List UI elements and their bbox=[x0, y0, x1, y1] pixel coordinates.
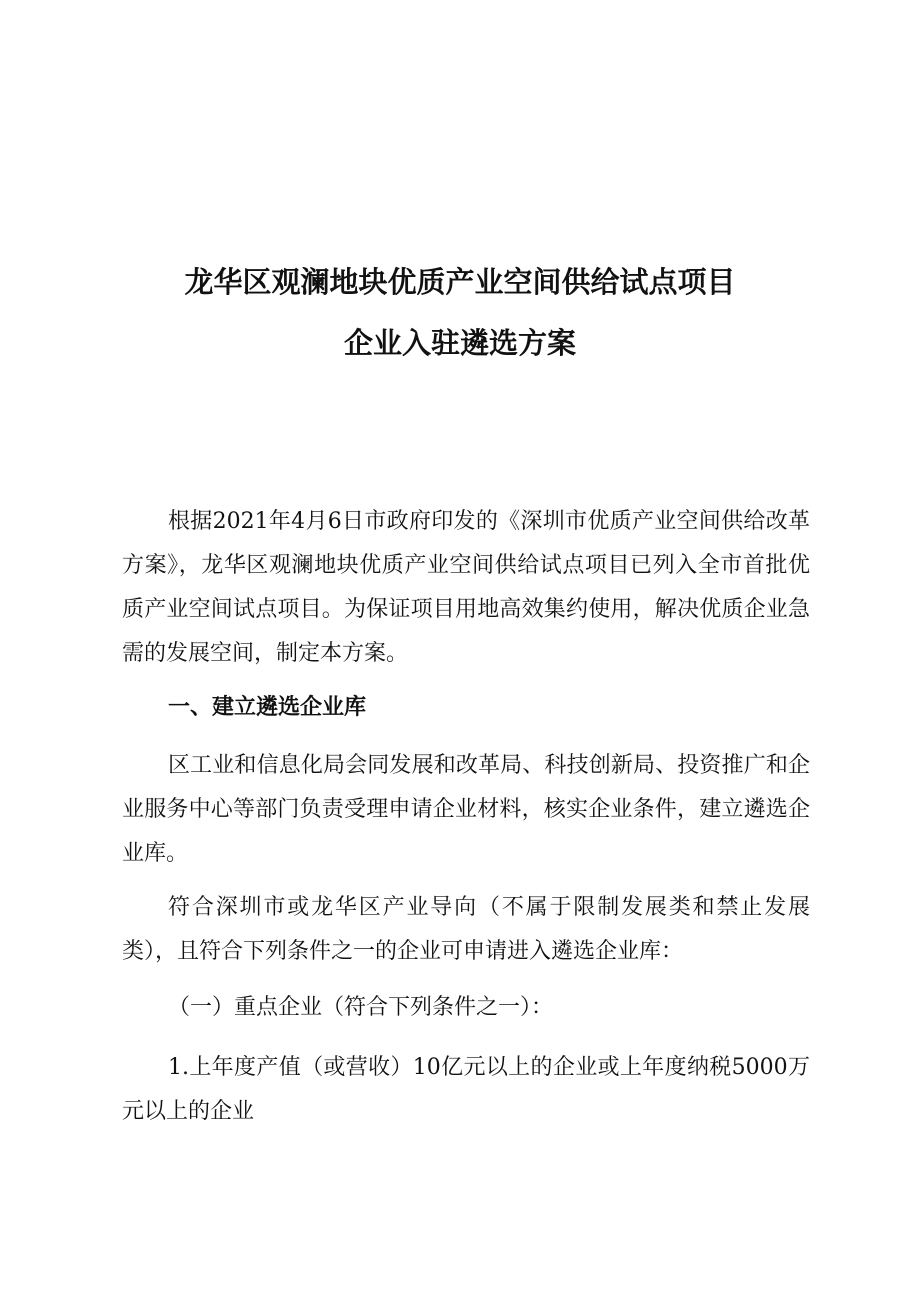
section-1-heading: 一、建立遴选企业库 bbox=[168, 695, 367, 720]
document-title-line-2: 企业入驻遴选方案 bbox=[343, 326, 576, 360]
intro-paragraph: 根据2021年4月6日市政府印发的《深圳市优质产业空间供给改革方案》，龙华区观澜地块优质产业空间供给试点项目已列入全市首批优质产业空间试点项目。为保证项目用地高效集约使用，解决优质企业急需的发展空间，制定本方案。 bbox=[122, 509, 810, 666]
document-title-line-1: 龙华区观澜地块优质产业空间供给试点项目 bbox=[184, 265, 736, 299]
list-item-1: 1.上年度产值（或营收）10亿元以上的企业或上年度纳税5000万元以上的企业 bbox=[122, 1055, 810, 1124]
subsection-1-heading: （一）重点企业（符合下列条件之一）： bbox=[168, 995, 554, 1020]
section-1-paragraph-2: 符合深圳市或龙华区产业导向（不属于限制发展类和禁止发展类），且符合下列条件之一的企业可申请进入遴选企业库： bbox=[122, 895, 810, 964]
section-1-paragraph-1: 区工业和信息化局会同发展和改革局、科技创新局、投资推广和企业服务中心等部门负责受理申请企业材料，核实企业条件，建立遴选企业库。 bbox=[122, 753, 810, 866]
